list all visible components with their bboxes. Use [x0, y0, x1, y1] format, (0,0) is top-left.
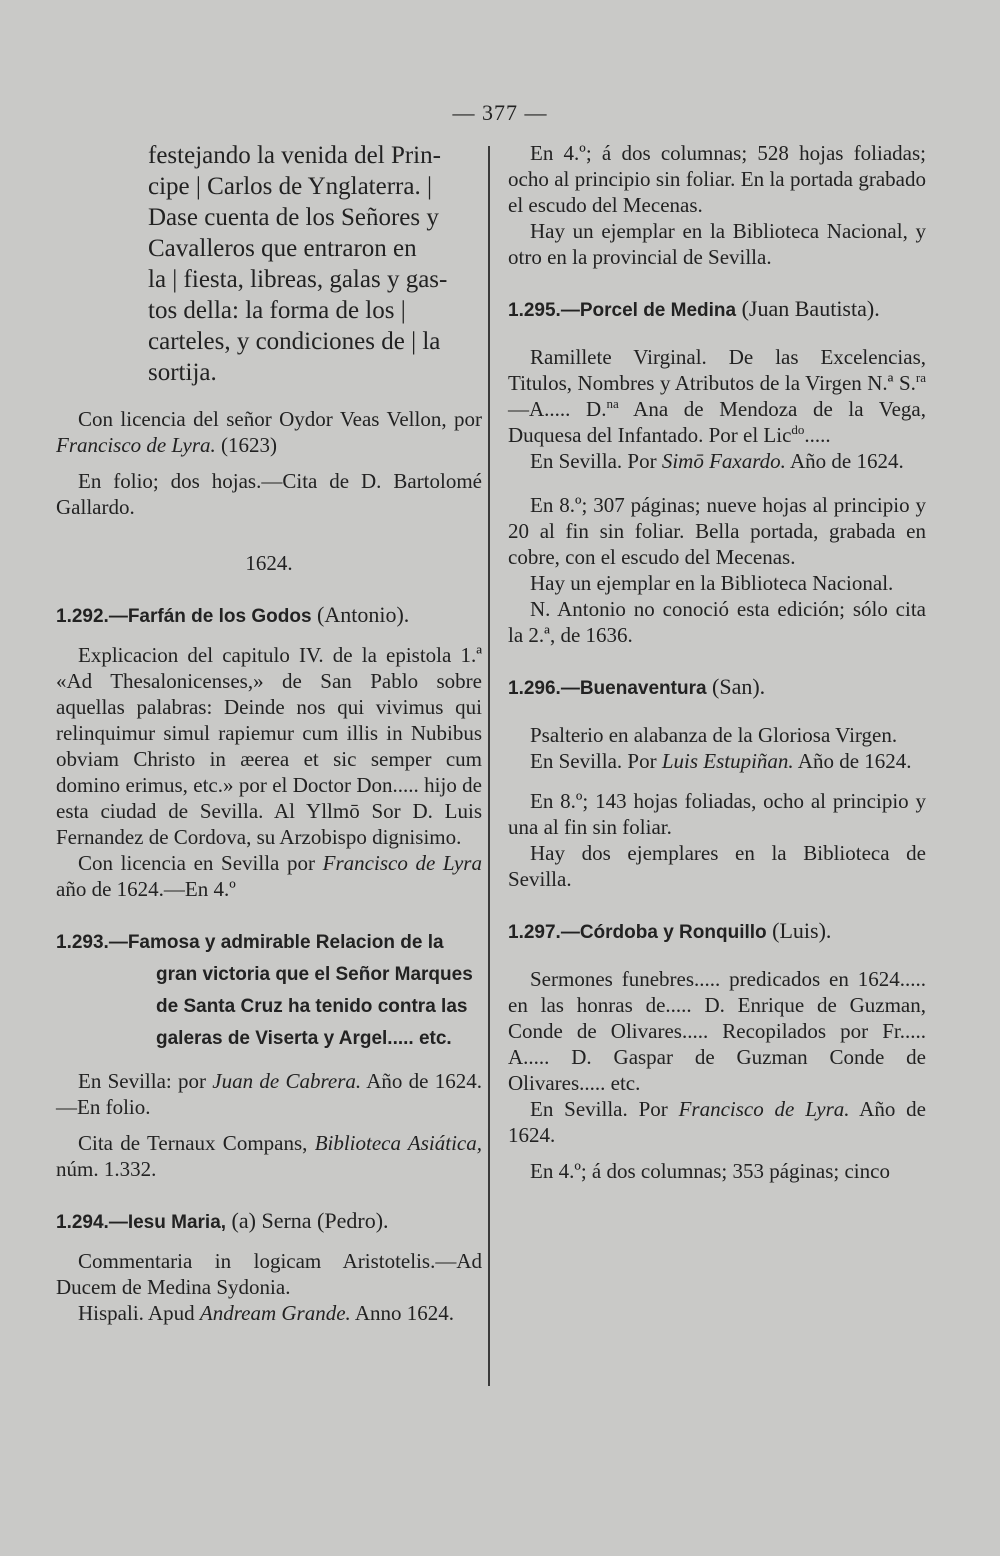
- title-line: tos della: la forma de los |: [148, 297, 406, 324]
- page-number: — 377 —: [452, 100, 548, 125]
- format-note: En folio; dos hojas.—Cita de D. Bartolomé Gallardo.: [56, 469, 482, 519]
- entry-1295-text: Ramillete Virginal. De las Excelencias, Titulos, Nombres y Atributos de la Virgen N.ª S.$^{ra}$—A..... D.$^{na}$ Ana de Mendoza de la Vega, Duquesa del Infantado. Por el Lic$^{do}$.....: [508, 345, 926, 447]
- entry-1294-imprint: Hispali. Apud Andream Grande. Anno 1624.: [78, 1301, 455, 1325]
- entry-1293-heading: 1.293.—Famosa y admirable Relacion de la gran victoria que el Señor Marques de Santa Cruz ha tenido contra las galeras de Viserta y Argel..... etc.: [56, 932, 473, 1049]
- entry-1294-heading: 1.294.—Iesu Maria, (a) Serna (Pedro).: [56, 1208, 389, 1233]
- entry-1295-description: En 8.º; 307 páginas; nueve hojas al principio y 20 al fin sin foliar. Bella portada, grabada en cobre, con el escudo del Mecenas.: [508, 493, 926, 569]
- entry-1295-note: N. Antonio no conoció esta edición; sólo cita la 2.ª, de 1636.: [508, 597, 926, 647]
- entry-1295-heading: 1.295.—Porcel de Medina (Juan Bautista).: [508, 296, 880, 321]
- license-note: Con licencia del señor Oydor Veas Vellon, por Francisco de Lyra. (1623): [56, 407, 482, 457]
- entry-1293-citation: Cita de Ternaux Compans, Biblioteca Asiática, núm. 1.332.: [56, 1131, 482, 1181]
- continued-copies: Hay un ejemplar en la Biblioteca Nacional, y otro en la provincial de Sevilla.: [508, 219, 926, 269]
- title-line: carteles, y condiciones de | la: [148, 328, 441, 355]
- entry-1293-imprint: En Sevilla: por Juan de Cabrera. Año de 1624.—En folio.: [56, 1069, 483, 1119]
- right-column: [508, 140, 926, 1184]
- title-line: sortija.: [148, 359, 217, 386]
- entry-1296-imprint: En Sevilla. Por Luis Estupiñan. Año de 1624.: [530, 749, 912, 773]
- column-divider: [488, 146, 490, 1386]
- entry-1292-heading: 1.292.—Farfán de los Godos (Antonio).: [56, 602, 410, 627]
- entry-1292-text: Explicacion del capitulo IV. de la epistola 1.ª «Ad Thesalonicenses,» de San Pablo sobre aquellas palabras: Deinde nos qui vivimus qui relinquimur simul rapiemur cum illis in Nubibus obviam Christo in æerea et sic semper cum domino erimus, etc.» por el Doctor Don..... hijo de esta ciudad de Sevilla. Al Yllmō Sor D. Luis Fernandez de Cordova, su Arzobispo dignisimo.: [56, 643, 482, 849]
- year-heading: 1624.: [245, 551, 293, 575]
- entry-1296-heading: 1.296.—Buenaventura (San).: [508, 674, 766, 699]
- entry-1297-text: Sermones funebres..... predicados en 1624..... en las honras de..... D. Enrique de Guzman, Conde de Olivares..... Recopilados por Fr..... A..... D. Gaspar de Guzman Conde de Olivares..... etc.: [508, 967, 926, 1095]
- entry-1295-copies: Hay un ejemplar en la Biblioteca Nacional.: [530, 571, 894, 595]
- entry-1294-text: Commentaria in logicam Aristotelis.—Ad Ducem de Medina Sydonia.: [56, 1249, 482, 1299]
- title-line: cipe | Carlos de Ynglaterra. |: [148, 173, 432, 200]
- continued-description: En 4.º; á dos columnas; 528 hojas foliadas; ocho al principio sin foliar. En la portada grabado el escudo del Mecenas.: [508, 141, 926, 217]
- entry-1297-imprint: En Sevilla. Por Francisco de Lyra. Año de 1624.: [508, 1097, 927, 1147]
- entry-1296-description: En 8.º; 143 hojas foliadas, ocho al principio y una al fin sin foliar.: [508, 789, 926, 839]
- title-line: la | fiesta, libreas, galas y gas-: [148, 266, 448, 293]
- entry-1296-text: Psalterio en alabanza de la Gloriosa Virgen.: [530, 723, 898, 747]
- title-line: festejando la venida del Prin-: [148, 142, 441, 169]
- title-line: Dase cuenta de los Señores y: [148, 204, 439, 231]
- entry-1292-imprint: Con licencia en Sevilla por Francisco de Lyra año de 1624.—En 4.º: [56, 851, 482, 901]
- entry-1295-imprint: En Sevilla. Por Simō Faxardo. Año de 1624.: [530, 449, 904, 473]
- continued-title: [148, 140, 482, 388]
- entry-1296-copies: Hay dos ejemplares en la Biblioteca de Sevilla.: [508, 841, 926, 891]
- title-line: Cavalleros que entraron en: [148, 235, 417, 262]
- entry-1297-description: En 4.º; á dos columnas; 353 páginas; cinco: [530, 1159, 890, 1183]
- left-column: [56, 140, 482, 1326]
- entry-1297-heading: 1.297.—Córdoba y Ronquillo (Luis).: [508, 918, 832, 943]
